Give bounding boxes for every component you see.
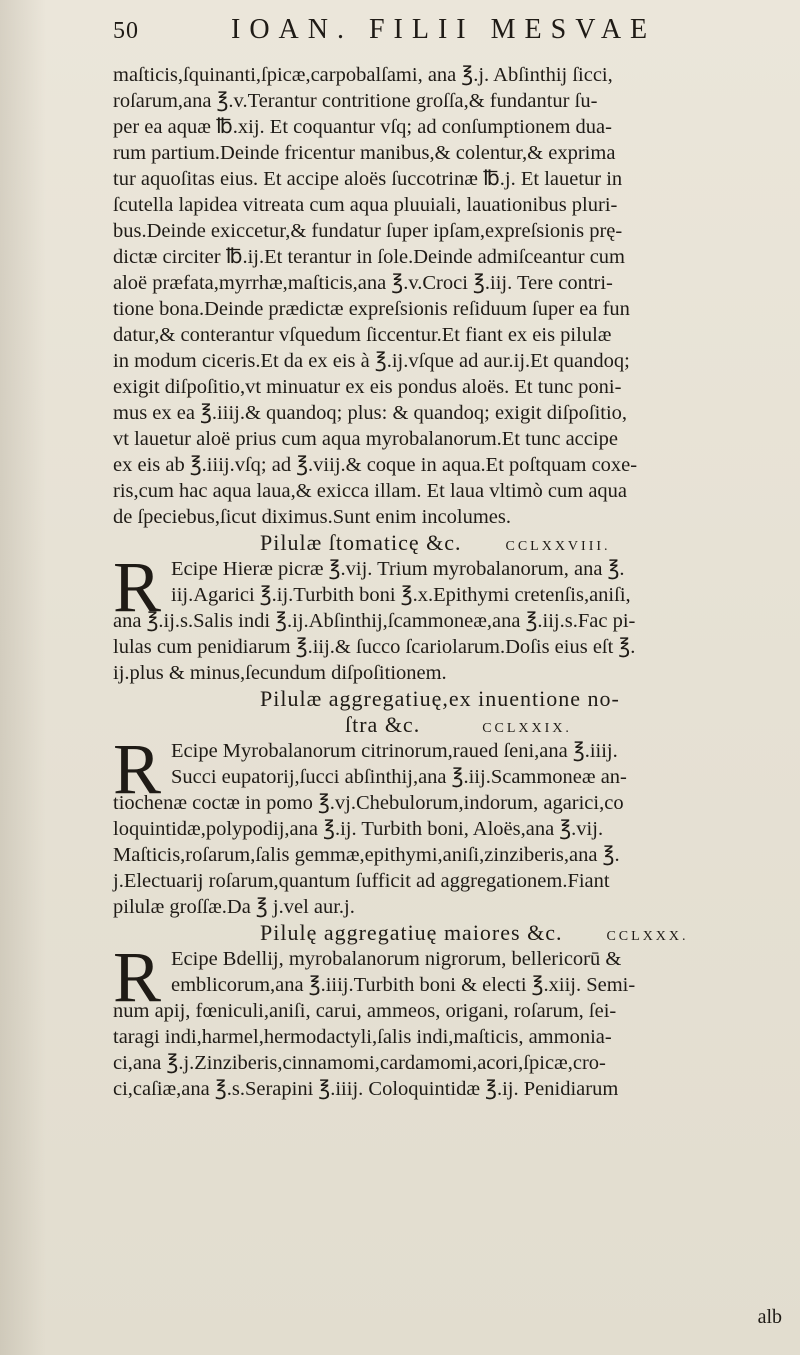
section-title: Pilulę aggregatiuę maiores &c. (260, 920, 563, 945)
text-line: datur,& conterantur vſquedum ſiccentur.Et fiant ex eis pilulæ (113, 324, 612, 346)
page-number: 50 (113, 18, 139, 44)
section-number: CCLXXIX. (482, 721, 572, 736)
text-line: ex eis ab ℥.iiij.vſq; ad ℥.viij.& coque in aqua.Et poſtquam coxe- (113, 454, 638, 476)
drop-cap: R (113, 937, 162, 1017)
running-header (113, 14, 800, 58)
drop-cap: R (113, 547, 162, 627)
text-line: ris,cum hac aqua laua,& exicca illam. Et laua vltimò cum aqua (113, 480, 628, 502)
text-line: ci,ana ℥.j.Zinziberis,cinnamomi,cardamomi,acori,ſpicæ,cro- (113, 1052, 606, 1074)
text-line: taragi indi,harmel,hermodactyli,ſalis indi,maſticis, ammonia- (113, 1026, 612, 1048)
recipe-paragraph (113, 547, 800, 686)
text-line: Succi eupatorij,ſucci abſinthij,ana ℥.iij.Scammoneæ an- (171, 766, 627, 788)
text-line: emblicorum,ana ℥.iiij.Turbith boni & electi ℥.xiij. Semi- (171, 974, 636, 996)
text-line: in modum ciceris.Et da ex eis à ℥.ij.vſque ad aur.ij.Et quandoq; (113, 350, 630, 372)
recipe-paragraph (113, 729, 800, 920)
text-line: pilulæ groſſæ.Da ℥ j.vel aur.j. (113, 896, 355, 918)
text-line: Ecipe Hieræ picræ ℥.vij. Trium myrobalanorum, ana ℥. (171, 558, 625, 580)
text-line: per ea aquæ ℔.xij. Et coquantur vſq; ad conſumptionem dua- (113, 116, 612, 138)
text-line: ci,caſiæ,ana ℥.s.Serapini ℥.iiij. Coloquintidæ ℥.ij. Penidiarum (113, 1078, 619, 1100)
drop-cap: R (113, 729, 162, 809)
text-line: maſticis,ſquinanti,ſpicæ,carpobalſami, ana ℥.j. Abſinthij ſicci, (113, 64, 613, 86)
text-line: de ſpeciebus,ſicut diximus.Sunt enim incolumes. (113, 506, 511, 528)
catchword: alb (757, 1306, 782, 1328)
text-line: roſarum,ana ℥.v.Terantur contritione groſſa,& fundantur ſu- (113, 90, 598, 112)
text-line: mus ex ea ℥.iiij.& quandoq; plus: & quandoq; exigit diſpoſitio, (113, 402, 628, 424)
section-number: CCLXXX. (606, 929, 689, 944)
text-line: loquintidæ,polypodij,ana ℥.ij. Turbith boni, Aloës,ana ℥.vij. (113, 818, 604, 840)
text-line: tur aquoſitas eius. Et accipe aloës ſuccotrinæ ℔.j. Et lauetur in (113, 168, 623, 190)
text-line: Ecipe Myrobalanorum citrinorum,raued ſeni,ana ℥.iiij. (171, 740, 618, 762)
section-number: CCLXXVIII. (505, 539, 611, 554)
text-line: exigit diſpoſitio,vt minuatur ex eis pondus aloës. Et tunc poni- (113, 376, 622, 398)
text-line: ana ℥.ij.s.Salis indi ℥.ij.Abſinthij,ſcammoneæ,ana ℥.iij.s.Fac pi- (113, 610, 636, 632)
text-line: dictæ circiter ℔.ij.Et terantur in ſole.Deinde admiſceantur cum (113, 246, 625, 268)
text-line: bus.Deinde exiccetur,& fundatur ſuper ipſam,expreſsionis prę- (113, 220, 623, 242)
text-line: Maſticis,roſarum,ſalis gemmæ,epithymi,aniſi,zinziberis,ana ℥. (113, 844, 620, 866)
section-title: Pilulæ aggregatiuę,ex inuentione no- (260, 686, 620, 711)
section-heading (113, 530, 800, 556)
text-line: vt lauetur aloë prius cum aqua myrobalanorum.Et tunc accipe (113, 428, 618, 450)
text-line: Ecipe Bdellij, myrobalanorum nigrorum, bellericorū & (171, 948, 622, 970)
section-heading (113, 686, 800, 712)
text-block (113, 14, 800, 1102)
text-line: rum partium.Deinde fricentur manibus,& colentur,& exprima (113, 142, 616, 164)
text-line: iij.Agarici ℥.ij.Turbith boni ℥.x.Epithymi cretenſis,aniſi, (171, 584, 631, 606)
text-line: j.Electuarij roſarum,quantum ſufficit ad aggregationem.Fiant (113, 870, 610, 892)
section-heading-continuation (113, 712, 800, 738)
text-line: ij.plus & minus,ſecundum diſpoſitionem. (113, 662, 447, 684)
section-title-continuation: ſtra &c. (345, 712, 421, 737)
binding-gutter-shadow (0, 0, 46, 1355)
text-line: aloë præfata,myrrhæ,maſticis,ana ℥.v.Croci ℥.iij. Tere contri- (113, 272, 613, 294)
text-line: tione bona.Deinde prædictæ expreſsionis reſiduum ſuper ea fun (113, 298, 630, 320)
recipe-paragraph (113, 937, 800, 1102)
text-line: ſcutella lapidea vitreata cum aqua pluuiali, lauationibus pluri- (113, 194, 618, 216)
text-line: lulas cum penidiarum ℥.iij.& ſucco ſcariolarum.Doſis eius eſt ℥. (113, 636, 636, 658)
text-line: num apij, fœniculi,aniſi, carui, ammeos, origani, roſarum, ſei- (113, 1000, 617, 1022)
text-line: tiochenæ coctæ in pomo ℥.vj.Chebulorum,indorum, agarici,co (113, 792, 624, 814)
section-title: Pilulæ ſtomaticę &c. (260, 530, 462, 555)
section-heading (113, 920, 800, 946)
running-title: IOAN. FILII MESVAE (231, 14, 657, 45)
opening-paragraph (113, 62, 800, 530)
